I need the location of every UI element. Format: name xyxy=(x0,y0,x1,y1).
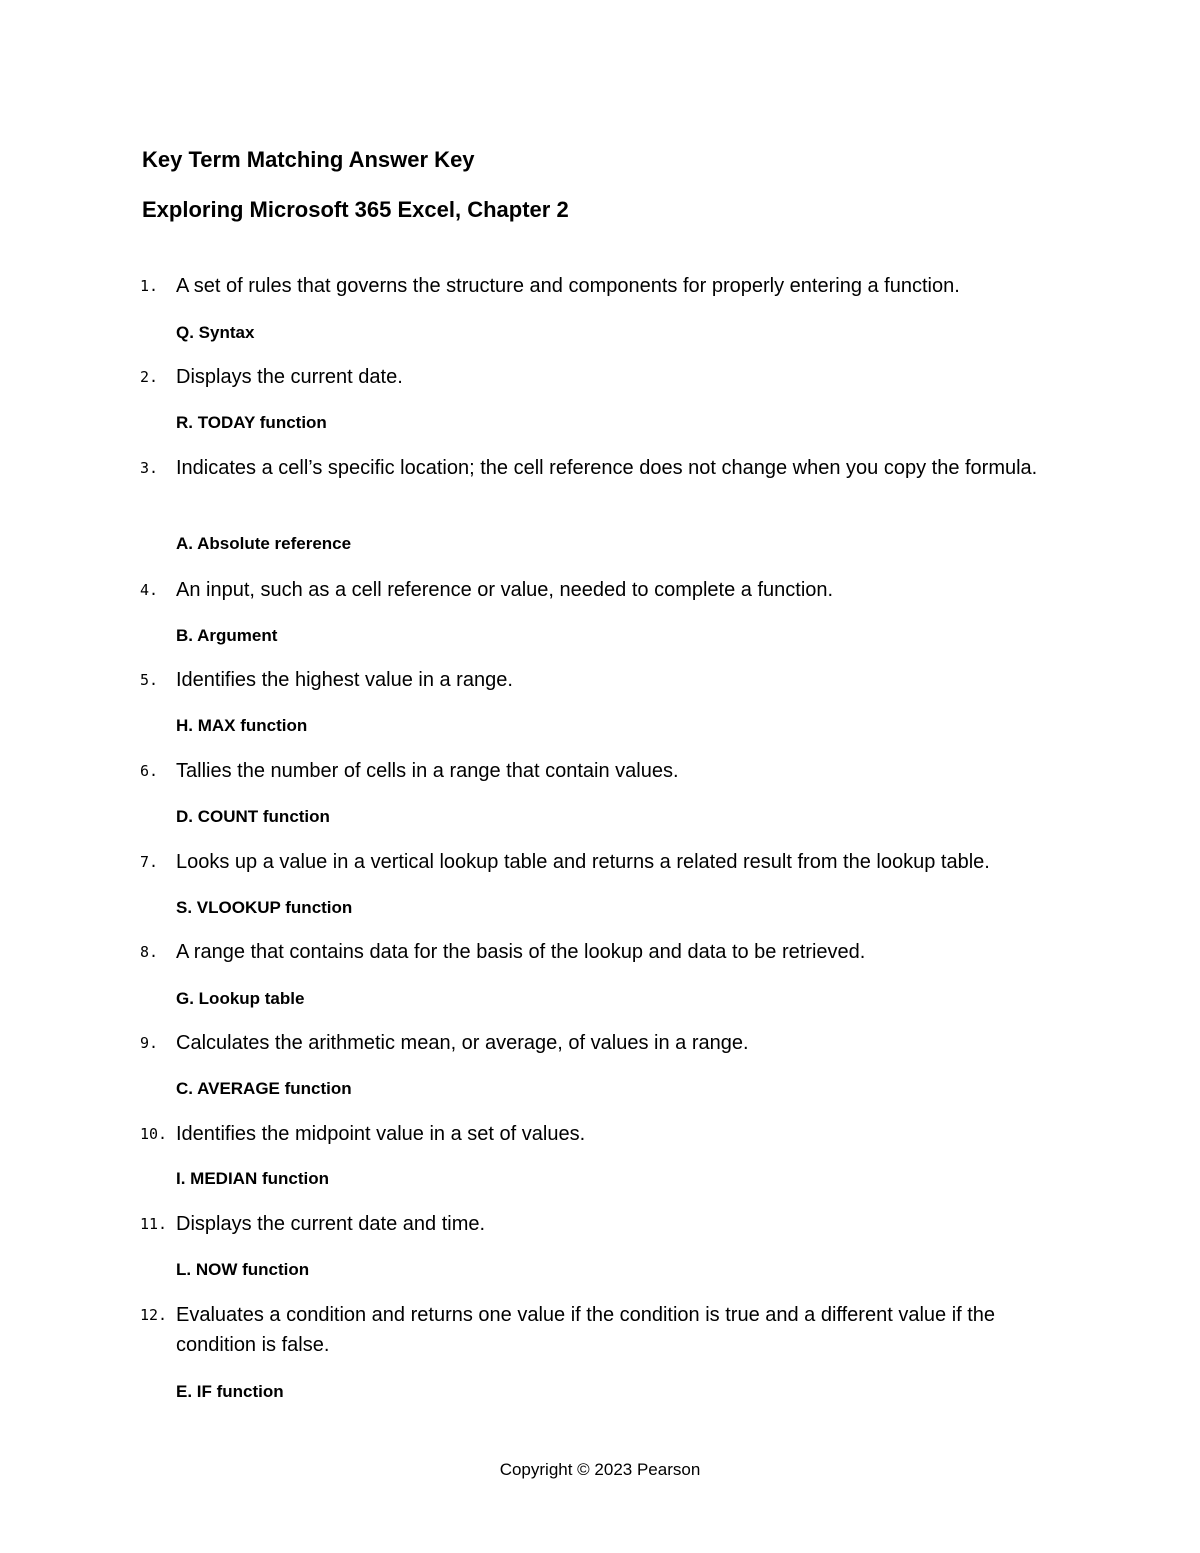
item-answer: D. COUNT function xyxy=(176,807,330,826)
item-number: 2. xyxy=(140,368,159,386)
item-number: 5. xyxy=(140,671,159,689)
item-answer: S. VLOOKUP function xyxy=(176,898,353,917)
item-definition: A range that contains data for the basis of the lookup and data to be retrieved. xyxy=(176,941,866,963)
page-footer: Copyright © 2023 Pearson xyxy=(499,1460,701,1479)
item-number: 11. xyxy=(140,1215,168,1233)
item-number: 6. xyxy=(140,762,159,780)
item-definition: An input, such as a cell reference or value, needed to complete a function. xyxy=(176,579,834,601)
item-number: 8. xyxy=(140,943,159,961)
item-answer: A. Absolute reference xyxy=(176,534,352,553)
item-number: 9. xyxy=(140,1034,159,1052)
item-definition: Evaluates a condition and returns one value if the condition is true and a different value if the condition is false. xyxy=(176,1304,996,1356)
item-definition: Calculates the arithmetic mean, or average, of values in a range. xyxy=(176,1032,749,1054)
item-answer: L. NOW function xyxy=(176,1260,310,1279)
item-answer: C. AVERAGE function xyxy=(176,1079,352,1098)
item-answer: H. MAX function xyxy=(176,716,308,735)
item-answer: I. MEDIAN function xyxy=(176,1169,329,1188)
item-number: 7. xyxy=(140,853,159,871)
item-definition: Displays the current date and time. xyxy=(176,1213,486,1235)
item-answer: E. IF function xyxy=(176,1382,284,1401)
item-definition: Displays the current date. xyxy=(176,366,403,388)
item-definition: Indicates a cell’s specific location; the cell reference does not change when you copy the formula. xyxy=(176,457,1038,479)
item-number: 10. xyxy=(140,1125,168,1143)
item-answer: R. TODAY function xyxy=(176,413,327,432)
item-number: 12. xyxy=(140,1306,168,1324)
item-definition: Identifies the midpoint value in a set of values. xyxy=(176,1123,586,1145)
item-number: 4. xyxy=(140,581,159,599)
item-number: 3. xyxy=(140,459,159,477)
item-definition: Identifies the highest value in a range. xyxy=(176,669,513,691)
item-answer: B. Argument xyxy=(176,626,278,645)
item-definition: Looks up a value in a vertical lookup table and returns a related result from the lookup table. xyxy=(176,851,990,873)
item-definition: A set of rules that governs the structure and components for properly entering a function. xyxy=(176,275,960,297)
document-subtitle: Exploring Microsoft 365 Excel, Chapter 2 xyxy=(142,197,569,222)
item-number: 1. xyxy=(140,277,159,295)
item-answer: G. Lookup table xyxy=(176,989,305,1008)
item-definition: Tallies the number of cells in a range that contain values. xyxy=(176,760,679,782)
item-answer: Q. Syntax xyxy=(176,323,255,342)
document-title: Key Term Matching Answer Key xyxy=(142,147,475,172)
